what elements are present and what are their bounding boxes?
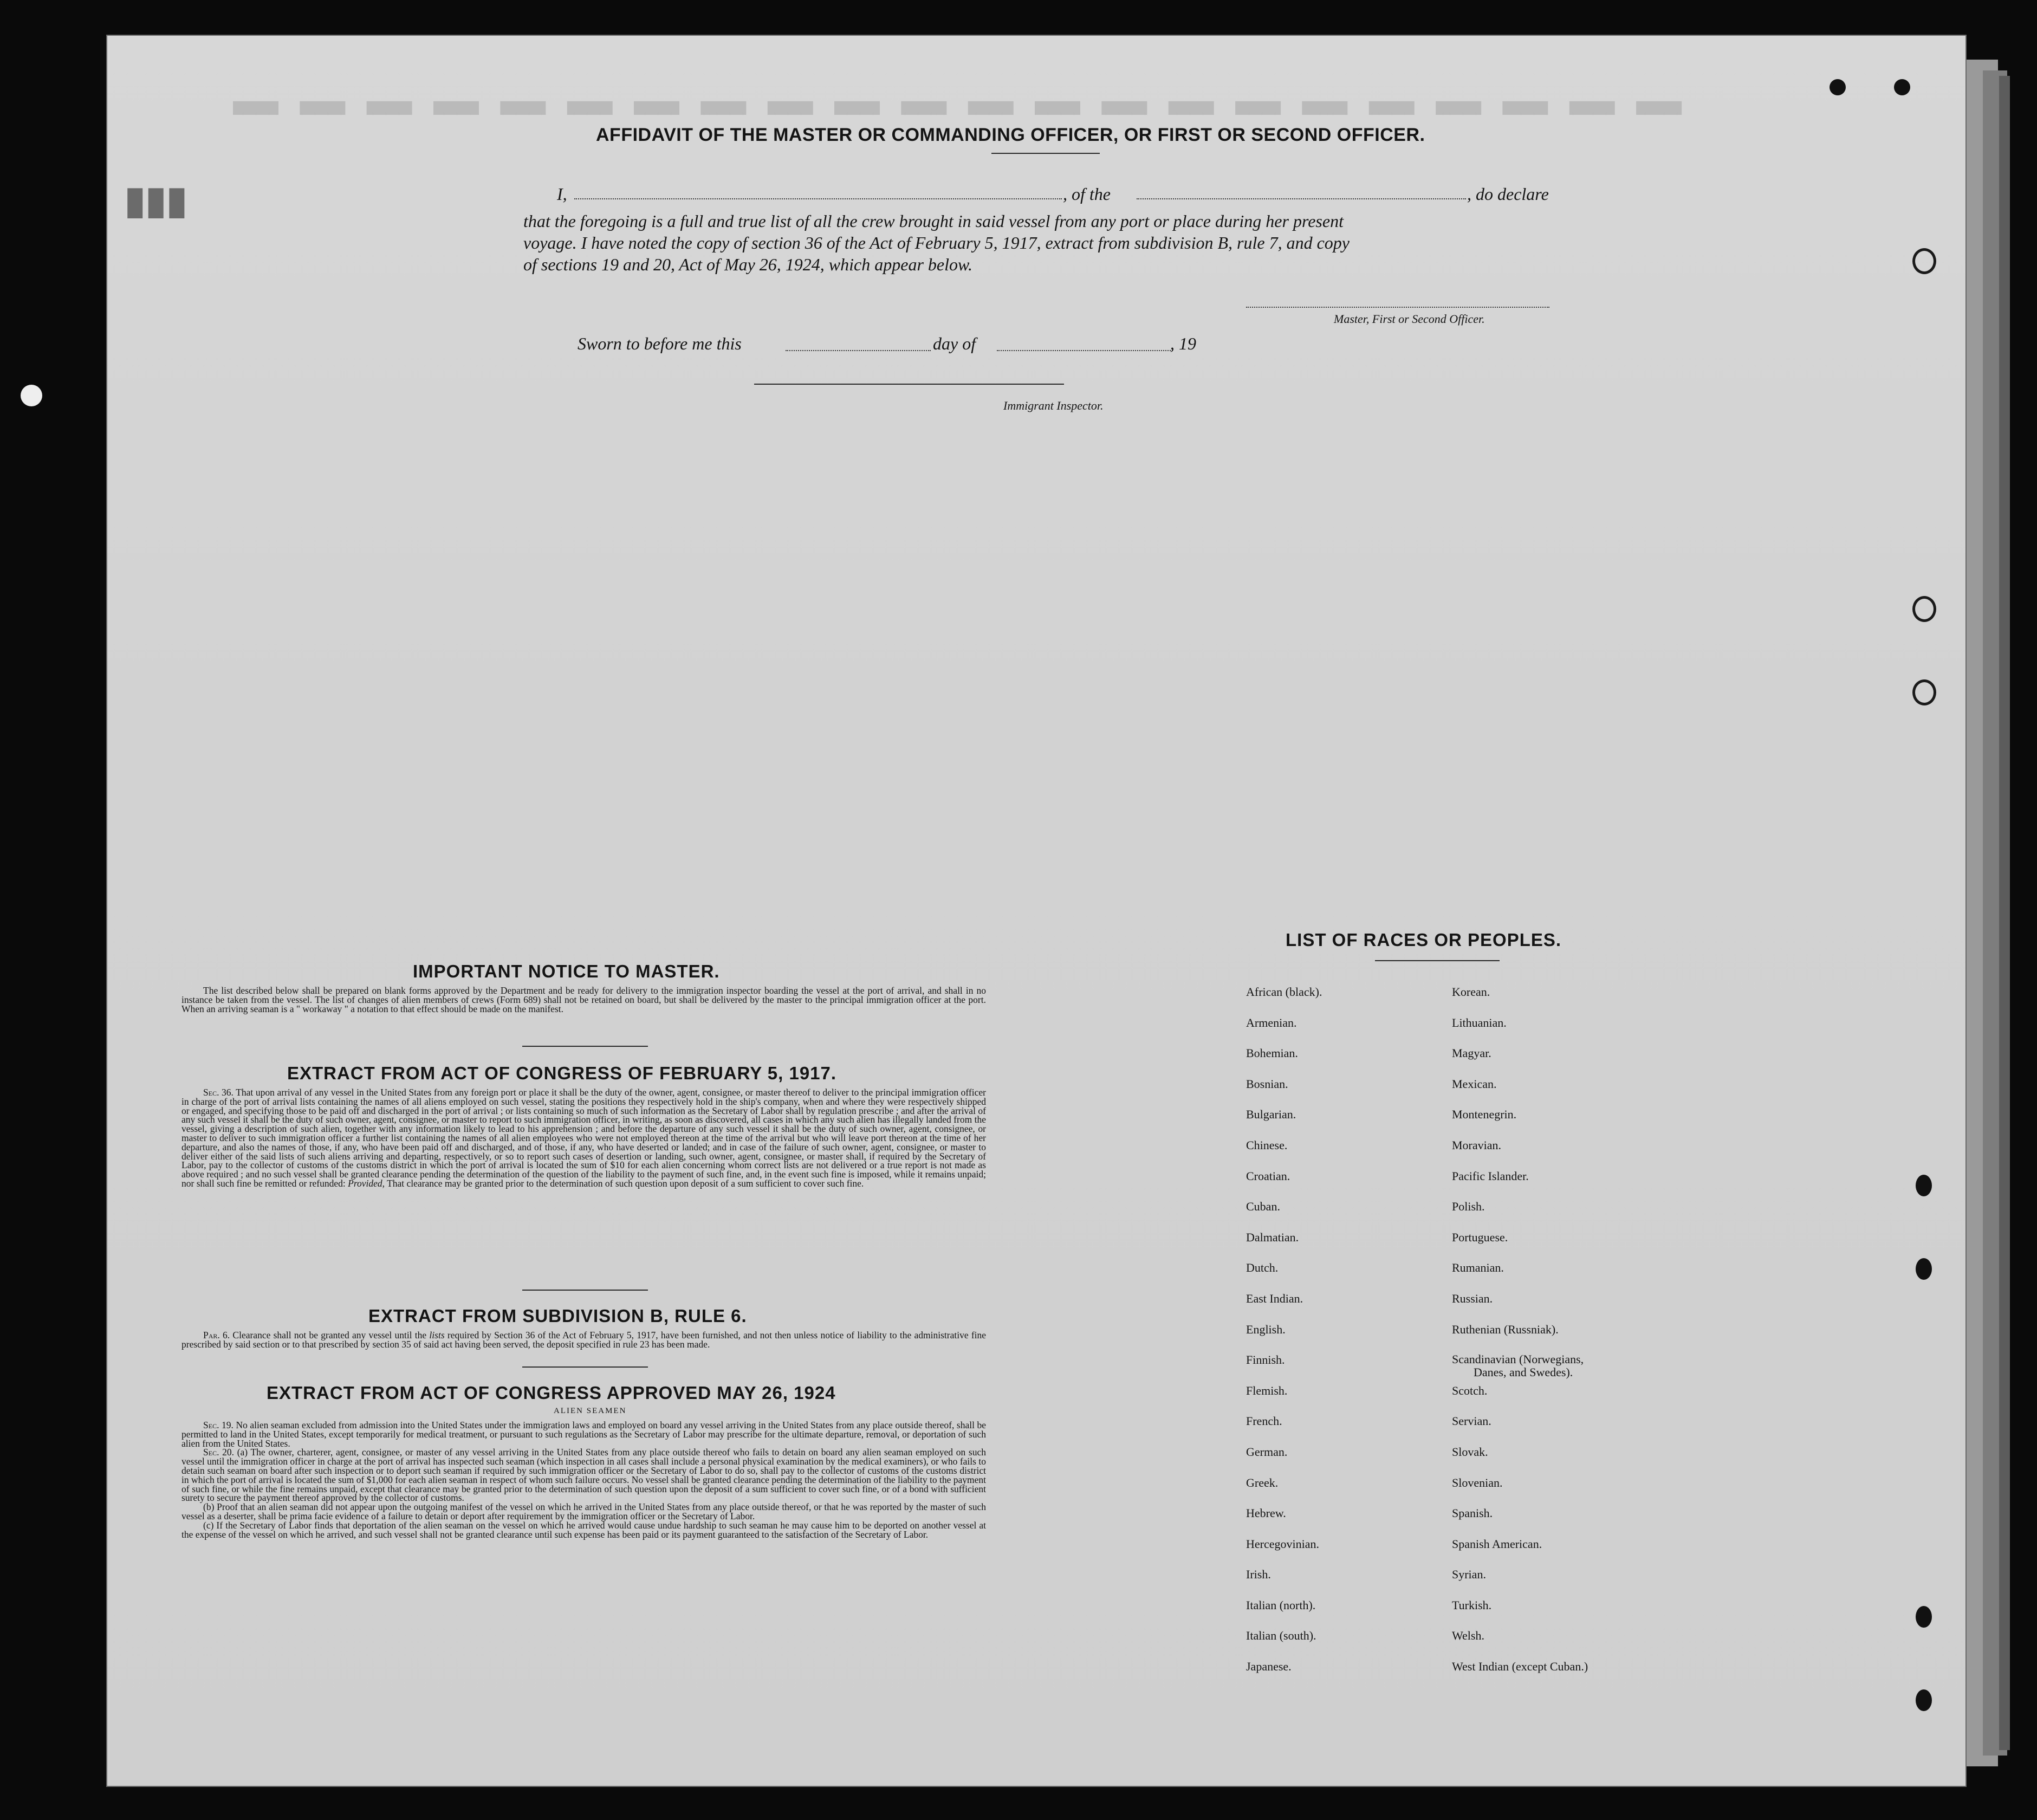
punch-hole [21, 385, 42, 406]
section-19-text: No alien seaman excluded from admission into the United States under the immigration laws and employed on board any vessel arriving in the United States from any place outside thereof, shall be permitted to land in the United States, except temporarily for medical treatment, or pursuant to such regulations as the Secretary of Labor may prescribe for the ultimate departure, removal, or deportation of such alien from the United States. [181, 1420, 987, 1449]
inspector-signature-line[interactable] [754, 384, 1064, 385]
race-item: Ruthenian (Russniak). [1452, 1322, 1559, 1336]
affidavit-declare: , do declare [1467, 184, 1549, 204]
binder-hole [1916, 1258, 1932, 1280]
race-item: Armenian. [1246, 1015, 1297, 1029]
rule-6-body [181, 1331, 986, 1349]
races-left-column [1246, 985, 1322, 1691]
bleed-through-text: ▬ ▬ ▬ ▬ ▬ ▬ ▬ ▬ ▬ ▬ ▬ ▬ ▬ ▬ ▬ ▬ ▬ ▬ ▬ ▬ ▬ ▬ [233, 74, 1686, 125]
race-item: Flemish. [1246, 1383, 1288, 1397]
race-item: Hebrew. [1246, 1506, 1286, 1520]
race-item: Japanese. [1246, 1660, 1292, 1674]
race-item: Slovak. [1452, 1445, 1488, 1459]
affidavit-of-the: , of the [1063, 184, 1111, 204]
race-item: Portuguese. [1452, 1230, 1508, 1244]
rule-6-text-a: Clearance shall not be granted any vessel until the [232, 1330, 427, 1340]
race-item: Italian (north). [1246, 1598, 1316, 1612]
race-item: Moravian. [1452, 1138, 1502, 1152]
race-item: Bulgarian. [1246, 1107, 1296, 1122]
race-item: Scandinavian (Norwegians, [1452, 1352, 1584, 1366]
race-item: Rumanian. [1452, 1261, 1504, 1275]
divider [1375, 960, 1500, 961]
name-blank-line[interactable] [574, 198, 1062, 199]
binder-hole [1912, 596, 1936, 622]
notice-paragraph: The list described below shall be prepared on blank forms approved by the Department and be ready for delivery to the immigration inspector boarding the vessel at the port of arrival, and shall in no instance be taken from the vessel. The list of changes of alien members of crews (Form 689) shall not be retained on board, but shall be delivered by the master to the principal immigration officer at the port. When an arriving seaman is a " workaway " a notation to that effect should be made on the manifest. [181, 985, 986, 1014]
day-blank-line[interactable] [786, 350, 931, 351]
race-item: West Indian (except Cuban.) [1452, 1660, 1588, 1674]
extract-1917-title: EXTRACT FROM ACT OF CONGRESS OF FEBRUARY 5, 1917. [287, 1063, 837, 1083]
race-item: Montenegrin. [1452, 1107, 1517, 1122]
divider [522, 1046, 648, 1047]
rule-6-lists-word: lists [429, 1330, 445, 1340]
race-item: African (black). [1246, 985, 1322, 999]
race-item: Magyar. [1452, 1046, 1491, 1060]
extract-1924-title: EXTRACT FROM ACT OF CONGRESS APPROVED MAY 26, 1924 [267, 1383, 836, 1403]
race-item: Mexican. [1452, 1077, 1497, 1091]
race-item: Scotch. [1452, 1383, 1488, 1397]
race-item: Korean. [1452, 985, 1490, 999]
binder-hole [1912, 679, 1936, 705]
affidavit-title: AFFIDAVIT OF THE MASTER OR COMMANDING OFFICER, OR FIRST OR SECOND OFFICER. [596, 125, 1425, 145]
binder-hole [1916, 1606, 1932, 1628]
vessel-blank-line[interactable] [1137, 198, 1466, 199]
race-item: Dalmatian. [1246, 1230, 1299, 1244]
proviso-word: Provided, [348, 1177, 385, 1189]
race-item: Croatian. [1246, 1169, 1290, 1183]
affidavit-line-3: voyage. I have noted the copy of section 36 of the Act of February 5, 1917, extract from subdivision B, rule 7, and copy [523, 233, 1350, 252]
affidavit-line-2: that the foregoing is a full and true list of all the crew brought in said vessel from any port or place during her present [523, 211, 1344, 231]
race-item: Bohemian. [1246, 1046, 1298, 1060]
extract-1924-body [181, 1421, 986, 1539]
race-item: Slovenian. [1452, 1475, 1503, 1489]
races-right-column [1452, 985, 1588, 1691]
section-20a-text: (a) The owner, charterer, agent, consignee, or master of any vessel arriving in the United States from any place outside thereof who fails to detain on board any alien seaman employed on such vessel until the immigration officer in charge at the port of arrival has inspected such seaman (which inspection in all cases shall include a personal physical examination by the medical examiners), or who fails to detain such seaman on board after such inspection or to deport such seaman if required by such immigration officer or the Secretary of Labor to do so, shall pay to the collector of customs of the customs district in which the port of arrival is located the sum of $1,000 for each alien seaman in respect of whom such failure occurs. No vessel shall be granted clearance pending the determination of the liability to the payment of such fine, or while the fine remains unpaid, except that clearance may be granted prior to the determination of such question upon the deposit of a sum sufficient to cover such fine, or of a bond with sufficient surety to secure the payment thereof approved by the collector of customs. [181, 1447, 986, 1504]
section-20c-text: (c) If the Secretary of Labor finds that deportation of the alien seaman on the vessel on which he arrived would cause undue hardship to such seaman he may cause him to be deported on another vessel at the expense of the vessel on which he arrived, and such vessel shall not be granted clearance until such expense has been paid or its payment guaranteed to the satisfaction of the Secretary of Labor. [181, 1519, 986, 1540]
race-item: Syrian. [1452, 1568, 1486, 1582]
signature-label: Master, First or Second Officer. [1334, 312, 1485, 326]
race-item: French. [1246, 1414, 1282, 1428]
race-item: Turkish. [1452, 1598, 1492, 1612]
race-item: Greek. [1246, 1475, 1279, 1489]
race-item: Finnish. [1246, 1353, 1285, 1367]
notice-body [181, 986, 986, 1013]
race-item: English. [1246, 1322, 1286, 1336]
affidavit-i: I, [557, 184, 567, 204]
paragraph-label: Par. 6. [203, 1330, 230, 1340]
binder-hole [1912, 248, 1936, 274]
binder-hole [1916, 1175, 1932, 1196]
section-label: Sec. 36. [203, 1087, 233, 1098]
race-item-scandinavian [1452, 1353, 1588, 1384]
divider [522, 1290, 648, 1291]
binder-hole [1916, 1689, 1932, 1711]
section-36-text: That upon arrival of any vessel in the United States from any foreign port or place it shall be the duty of the owner, agent, consignee, or master thereof to deliver to the principal immigration officer in charge of the port of arrival lists containing the names of all aliens employed on such vessel, stating the positions they respectively hold in the ship's company, when and where they were respectively shipped or engaged, and specifying those to be paid off and discharged in the port of arrival ; or lists containing so much of such information as the Secretary of Labor shall by regulation prescribe ; and after the arrival of any such vessel it shall be the duty of such owner, agent, consignee, or master to report to such immigration officer, in writing, as soon as discovered, all cases in which any such alien has illegally landed from the vessel, giving a description of such alien, together with any information likely to lead to his apprehension ; and before the departure of any such vessel it shall be the duty of such owner, agent, consignee, or master to deliver to such immigration officer a further list containing the names of all alien employees who were not employed thereon at the time of the arrival but who will leave port thereon at the time of her departure, and also the names of those, if any, who have been paid off and discharged, and of those, if any, who have deserted or landed; and in case of the failure of such owner, agent, consignee, or master to deliver either of the said lists of such aliens arriving and departing, respectively, or so to report such cases of desertion or landing, such owner, agent, consignee, or master shall, if required by the Secretary of Labor, pay to the collector of customs of the customs district in which the port of arrival is located the sum of $10 for each alien concerning whom correct lists are not delivered or a true report is not made as above required ; and no such vessel shall be granted clearance pending the determination of the question of the liability to the payment of such fine, and, in the event such fine is imposed, while it remains unpaid; nor shall such fine be remitted or refunded: [181, 1087, 986, 1189]
race-item: Spanish. [1452, 1506, 1493, 1520]
binder-hole [1830, 79, 1846, 95]
race-item: Dutch. [1246, 1261, 1279, 1275]
extract-1917-body [181, 1088, 986, 1188]
sworn-day-of: day of [933, 334, 976, 353]
sworn-prefix: Sworn to before me this [578, 334, 742, 353]
race-item: Russian. [1452, 1291, 1493, 1305]
race-item: German. [1246, 1445, 1288, 1459]
rule-6-text-b: required by Section 36 of the Act of February 5, 1917, have been furnished, and not then unless notice of liability to the administrative fine prescribed by said section or to that prescribed by section 35 of said act having been served, the deposit specified in rule 23 has been made. [181, 1330, 987, 1350]
inspector-label: Immigrant Inspector. [1003, 399, 1104, 412]
section-20b-text: (b) Proof that an alien seaman did not appear upon the outgoing manifest of the vessel on which he arrived in the United States from any place outside thereof, or that he was reported by the master of such vessel as a deserter, shall be prima facie evidence of a failure to detain or deport after requirement by the immigration officer or the Secretary of Labor. [181, 1501, 986, 1521]
section-19-label: Sec. 19. [203, 1420, 233, 1430]
section-20-label: Sec. 20. [203, 1447, 234, 1458]
rule-6-title: EXTRACT FROM SUBDIVISION B, RULE 6. [368, 1306, 747, 1326]
race-item: Welsh. [1452, 1629, 1484, 1643]
race-item: Pacific Islander. [1452, 1169, 1529, 1183]
race-item: Irish. [1246, 1568, 1271, 1582]
race-item: Hercegovinian. [1246, 1537, 1319, 1551]
race-item: Spanish American. [1452, 1537, 1542, 1551]
notice-title: IMPORTANT NOTICE TO MASTER. [413, 961, 720, 981]
race-item: Servian. [1452, 1414, 1491, 1428]
race-item: Cuban. [1246, 1200, 1280, 1214]
race-item: Italian (south). [1246, 1629, 1316, 1643]
alien-seamen-subtitle: ALIEN SEAMEN [554, 1407, 627, 1415]
signature-line[interactable] [1246, 307, 1549, 308]
race-item: Chinese. [1246, 1138, 1288, 1152]
race-item: Lithuanian. [1452, 1015, 1507, 1029]
divider [991, 153, 1100, 154]
race-item: Polish. [1452, 1200, 1485, 1214]
race-item: Bosnian. [1246, 1077, 1288, 1091]
sworn-year: , 19 [1170, 334, 1196, 353]
binder-hole [1894, 79, 1910, 95]
divider [522, 1366, 648, 1368]
bleed-through-number: ▮▮▮ [125, 185, 187, 228]
races-title: LIST OF RACES OR PEOPLES. [1286, 930, 1562, 950]
sheet-edge [1999, 76, 2010, 1750]
race-item: East Indian. [1246, 1291, 1303, 1305]
month-blank-line[interactable] [997, 350, 1173, 351]
affidavit-line-4: of sections 19 and 20, Act of May 26, 1924, which appear below. [523, 255, 972, 274]
proviso-text: That clearance may be granted prior to the determination of such question upon deposit of a sum sufficient to cover such fine. [387, 1177, 864, 1189]
race-item-continued: Danes, and Swedes). [1474, 1365, 1573, 1379]
